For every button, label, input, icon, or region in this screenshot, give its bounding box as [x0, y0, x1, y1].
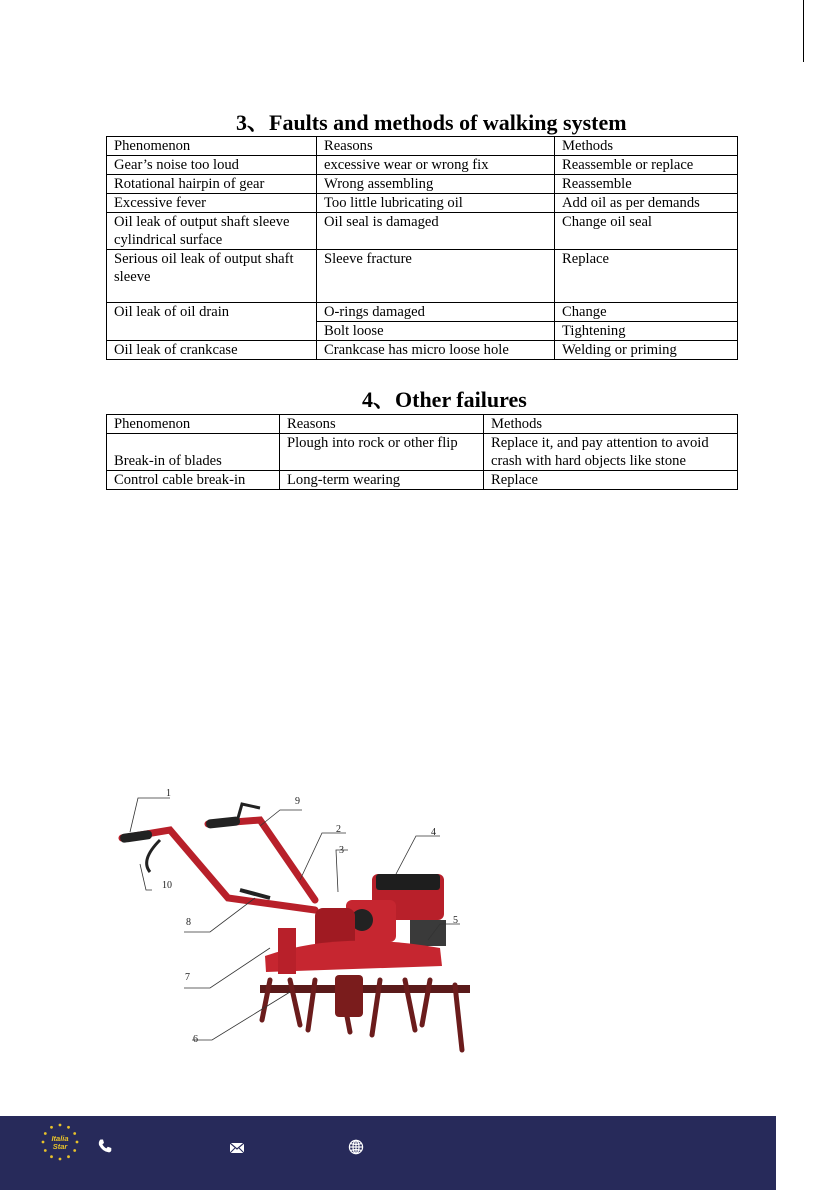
callout-label: 2: [336, 824, 341, 835]
table-row: [107, 213, 738, 250]
method-cell: Replace it, and pay attention to avoid crash with hard objects like stone: [484, 434, 738, 471]
phenomenon-cell: Oil leak of crankcase: [107, 341, 317, 360]
walking-system-table: [106, 136, 738, 360]
callout-label: 10: [162, 880, 172, 891]
table-row: [107, 194, 738, 213]
mail-icon[interactable]: [229, 1140, 245, 1156]
reason-cell: Plough into rock or other flip: [280, 434, 484, 471]
phenomenon-cell: Oil leak of oil drain: [107, 303, 317, 341]
reason-cell: Oil seal is damaged: [317, 213, 555, 250]
other-failures-table: [106, 414, 738, 490]
table-row: [107, 175, 738, 194]
phenomenon-cell: Serious oil leak of output shaft sleeve: [107, 250, 317, 303]
method-cell: Welding or priming: [555, 341, 738, 360]
section-title-walking-system: 3、Faults and methods of walking system: [236, 110, 627, 135]
method-cell: Tightening: [555, 322, 738, 341]
reason-cell: Too little lubricating oil: [317, 194, 555, 213]
callout-label: 6: [193, 1034, 198, 1045]
method-cell: Reassemble or replace: [555, 156, 738, 175]
reason-cell: O-rings damaged: [317, 303, 555, 322]
table-row: [107, 341, 738, 360]
table-row: [107, 250, 738, 303]
tiller-illustration: [120, 804, 470, 1050]
footer-bar: [0, 1116, 776, 1190]
reason-cell: Wrong assembling: [317, 175, 555, 194]
section-title-other-failures: 4、Other failures: [362, 387, 527, 412]
method-cell: Replace: [484, 471, 738, 490]
reason-cell: excessive wear or wrong fix: [317, 156, 555, 175]
callout-label: 4: [431, 827, 436, 838]
table-header-row: [107, 415, 738, 434]
callout-label: 7: [185, 972, 190, 983]
phone-icon[interactable]: [97, 1138, 113, 1154]
table-row: [107, 471, 738, 490]
header-reasons: Reasons: [317, 137, 555, 156]
reason-cell: Crankcase has micro loose hole: [317, 341, 555, 360]
header-reasons: Reasons: [280, 415, 484, 434]
tiller-diagram: [110, 780, 480, 1070]
phenomenon-cell: Control cable break-in: [107, 471, 280, 490]
phenomenon-cell: Break-in of blades: [107, 434, 280, 471]
table-row: [107, 434, 738, 471]
callout-label: 9: [295, 796, 300, 807]
phenomenon-cell: Gear’s noise too loud: [107, 156, 317, 175]
callout-label: 8: [186, 917, 191, 928]
method-cell: Change oil seal: [555, 213, 738, 250]
header-methods: Methods: [484, 415, 738, 434]
header-methods: Methods: [555, 137, 738, 156]
table-row: [107, 303, 738, 322]
table-header-row: [107, 137, 738, 156]
method-cell: Reassemble: [555, 175, 738, 194]
callout-label: 3: [339, 845, 344, 856]
method-cell: Replace: [555, 250, 738, 303]
phenomenon-cell: Rotational hairpin of gear: [107, 175, 317, 194]
globe-icon[interactable]: [348, 1139, 364, 1155]
phenomenon-cell: Oil leak of output shaft sleeve cylindrical surface: [107, 213, 317, 250]
logo-text-line1: Italia: [51, 1134, 69, 1143]
method-cell: Add oil as per demands: [555, 194, 738, 213]
reason-cell: Long-term wearing: [280, 471, 484, 490]
phenomenon-cell: Excessive fever: [107, 194, 317, 213]
page-edge-line: [803, 0, 804, 62]
reason-cell: Bolt loose: [317, 322, 555, 341]
callout-label: 5: [453, 915, 458, 926]
reason-cell: Sleeve fracture: [317, 250, 555, 303]
logo-text-line2: Star: [52, 1142, 68, 1151]
header-phenomenon: Phenomenon: [107, 415, 280, 434]
method-cell: Change: [555, 303, 738, 322]
callout-label: 1: [166, 788, 171, 799]
italia-star-logo: [40, 1122, 80, 1162]
table-row: [107, 156, 738, 175]
header-phenomenon: Phenomenon: [107, 137, 317, 156]
